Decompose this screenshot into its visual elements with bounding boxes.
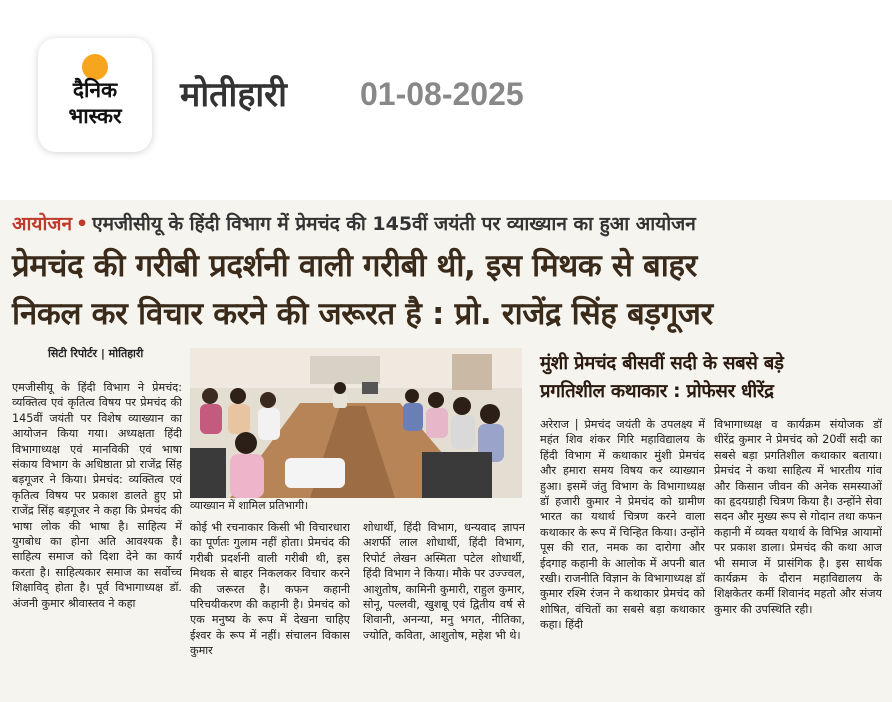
event-photo-illustration bbox=[190, 348, 522, 498]
edition-date: 01-08-2025 bbox=[360, 76, 524, 112]
side-headline-line-2: प्रगतिशील कथाकार : प्रोफेसर धीरेंद्र bbox=[540, 381, 774, 402]
logo-text-line2: भास्कर bbox=[68, 104, 122, 128]
kicker bbox=[12, 210, 696, 236]
headline-line-2: निकल कर विचार करने की जरूरत है : प्रो. राजेंद्र सिंह बड़गूजर bbox=[12, 296, 713, 332]
article-column-3: शोधार्थी, हिंदी विभाग, धन्यवाद ज्ञापन अशर्फी लाल शोधार्थी, हिंदी विभाग, रिपोर्ट लेखन अस्मिता पटेल शोधार्थी, हिंदी विभाग ने किया। मौके पर उज्ज्वल, आशुतोष, कामिनी कुमारी, राहुल कुमार, सोनू, पल्लवी, खुशबू एवं द्वितीय वर्ष से शिवानी, अनन्या, मनु भगत, नीतिका, ज्योति, कविता, आशुतोष, महेश भी थे। bbox=[363, 521, 525, 642]
byline: सिटी रिपोर्टर | मोतिहारी bbox=[48, 347, 144, 360]
event-photo bbox=[190, 348, 522, 498]
side-headline-line-1: मुंशी प्रेमचंद बीसवीं सदी के सबसे बड़े bbox=[540, 353, 784, 374]
kicker-text: एमजीसीयू के हिंदी विभाग में प्रेमचंद की 145वीं जयंती पर व्याख्यान का हुआ आयोजन bbox=[92, 213, 696, 235]
kicker-label: आयोजन bbox=[12, 213, 73, 235]
side-article-column-1: अरेराज | प्रेमचंद जयंती के उपलक्ष्य में महंत शिव शंकर गिरि महाविद्यालय के हिंदी विभाग में कथाकार मुंशी प्रेमचंद और हमारा समय विषय कर व्याख्यान हुआ। इसमें जंतु विभाग के विभागाध्यक्ष डॉ हजारी कुमार ने प्रेमचंद को ग्रामीण भारत का यथार्थ चित्रण करने वाला कथाकार के रूप में चिन्हित किया। उन्होंने पूस की रात, नमक का दारोगा और ईदगाह कहानी के आलोक में अपनी बात रखी। राजनीति विज्ञान के विभागाध्यक्ष डॉ कुमार रश्मि रंजन ने कथाकार प्रेमचंद को शोषित, वंचितों का सबसे बड़ा कथाकार कहा। हिंदी bbox=[540, 418, 705, 632]
logo-text-line1: दैनिक bbox=[72, 78, 118, 102]
logo-sun-icon bbox=[82, 54, 108, 80]
side-article-column-2: विभागाध्यक्ष व कार्यक्रम संयोजक डॉ धीरेंद्र कुमार ने प्रेमचंद को 20वीं सदी का सबसे बड़ा प्रगतिशील कथाकार बताया। प्रेमचंद ने कथा साहित्य में भारतीय गांव और किसान जीवन की अनेक समस्याओं का हृदयग्राही चित्रण किया है। उन्होंने सेवा सदन और मुख्य रूप से गोदान तथा कफन कहानी में व्यक्त यथार्थ के विभिन्न आयामों पर प्रकाश डाला। प्रेमचंद की कथा आज भी समाज में प्रासंगिक है। इस सार्थक कार्यक्रम के दौरान महाविद्यालय के शिक्षकेतर कर्मी शिवानंद महतो और संजय कुमार की उपस्थिति रही। bbox=[714, 418, 882, 616]
edition-city: मोतीहारी bbox=[180, 75, 287, 115]
photo-caption: व्याख्यान में शामिल प्रतिभागी। bbox=[190, 499, 309, 512]
kicker-bullet-icon: • bbox=[76, 213, 89, 235]
article-column-2: कोई भी रचनाकार किसी भी विचारधारा का पूर्णतः गुलाम नहीं होता। प्रेमचंद की गरीबी प्रदर्शनी वाली गरीबी थी, इस मिथक से बाहर निकलकर विचार करने की जरूरत है। कफन कहानी परिचयीकरण की कहानी है। प्रेमचंद को एक मनुष्य के रूप में देखना चाहिए ईश्वर के रूप में नहीं। संचालन विकास कुमार bbox=[190, 521, 350, 658]
article-column-1: एमजीसीयू के हिंदी विभाग ने प्रेमचंद: व्यक्तित्व एवं कृतित्व विषय पर प्रेमचंद की 145वीं जयंती पर विशेष व्याख्यान का आयोजन किया गया। अध्यक्षता हिंदी विभागाध्यक्ष एवं मानविकी एवं भाषा संकाय विभाग के अधिष्ठाता प्रो राजेंद्र सिंह बड़गूजर ने किया। प्रेमचंद: व्यक्तित्व एवं कृतित्व विषय पर प्रकाश डालते हुए प्रो राजेंद्र सिंह बड़गूजर ने कहा कि प्रेमचंद की भाषा लोक की भाषा है। साहित्य में युगबोध का होना अति आवश्यक है। साहित्य समाज को दिशा देने का कार्य करता है। साहित्यकार समाज का सर्वोच्च शिक्षाविद् होता है। पूर्व विभागाध्यक्ष डॉ. अंजनी कुमार श्रीवास्तव ने कहा bbox=[12, 381, 182, 610]
headline-line-1: प्रेमचंद की गरीबी प्रदर्शनी वाली गरीबी थी, इस मिथक से बाहर bbox=[12, 248, 697, 284]
